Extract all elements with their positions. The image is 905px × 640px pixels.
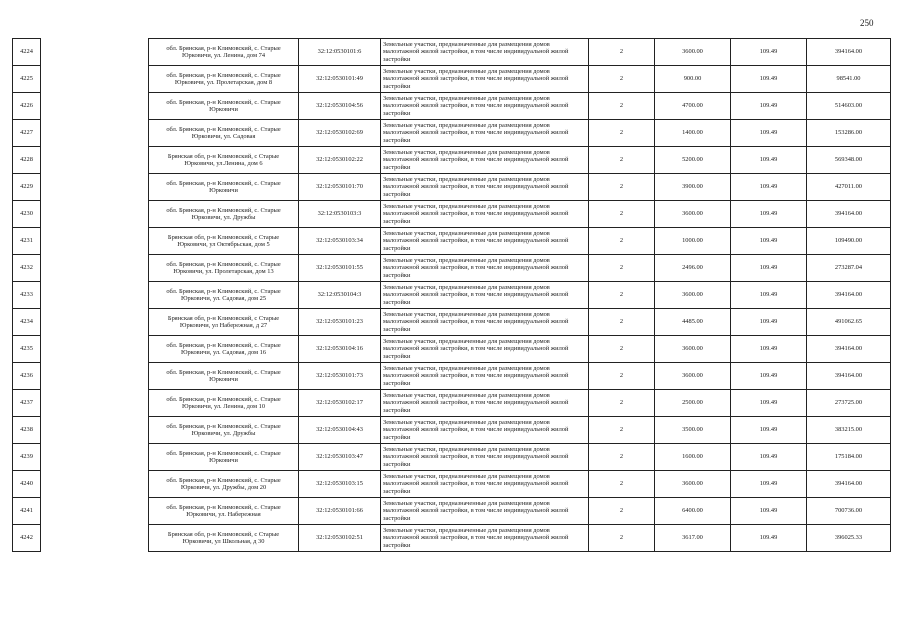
table-row bbox=[13, 471, 891, 498]
row-group: 2 bbox=[589, 282, 655, 309]
row-land-category: Земельные участки, предназначенные для размещения домов малоэтажной жилой застройки, в том числе индивидуальной жилой застройки bbox=[381, 363, 589, 390]
row-cadastral-value: 394164.00 bbox=[807, 39, 891, 66]
table-row bbox=[13, 93, 891, 120]
row-group: 2 bbox=[589, 417, 655, 444]
row-cadastral-value: 273287.04 bbox=[807, 255, 891, 282]
row-address: обл. Брянская, р-н Климовский, с. Старые Юрковичи bbox=[149, 444, 299, 471]
row-address: обл. Брянская, р-н Климовский, с. Старые Юрковичи, ул. Набережная bbox=[149, 498, 299, 525]
row-group: 2 bbox=[589, 336, 655, 363]
row-area: 3600.00 bbox=[655, 282, 731, 309]
table-row bbox=[13, 39, 891, 66]
row-land-category: Земельные участки, предназначенные для размещения домов малоэтажной жилой застройки, в том числе индивидуальной жилой застройки bbox=[381, 471, 589, 498]
row-address: обл. Брянская, р-н Климовский, с. Старые Юрковичи bbox=[149, 174, 299, 201]
row-address: обл. Брянская, р-н Климовский, с. Старые Юрковичи, ул. Ленина, дом 74 bbox=[149, 39, 299, 66]
row-cadastral-number: 32:12:0530102:22 bbox=[299, 147, 381, 174]
row-cadastral-value: 394164.00 bbox=[807, 201, 891, 228]
row-land-category: Земельные участки, предназначенные для размещения домов малоэтажной жилой застройки, в том числе индивидуальной жилой застройки bbox=[381, 174, 589, 201]
row-spacer bbox=[41, 93, 149, 120]
row-group: 2 bbox=[589, 174, 655, 201]
row-area: 1600.00 bbox=[655, 444, 731, 471]
row-land-category: Земельные участки, предназначенные для размещения домов малоэтажной жилой застройки, в том числе индивидуальной жилой застройки bbox=[381, 336, 589, 363]
row-cadastral-value: 491062.65 bbox=[807, 309, 891, 336]
row-group: 2 bbox=[589, 66, 655, 93]
row-group: 2 bbox=[589, 363, 655, 390]
row-spacer bbox=[41, 228, 149, 255]
row-cadastral-number: 32:12:0530101:6 bbox=[299, 39, 381, 66]
row-unit-price: 109.49 bbox=[731, 444, 807, 471]
row-land-category: Земельные участки, предназначенные для размещения домов малоэтажной жилой застройки, в том числе индивидуальной жилой застройки bbox=[381, 525, 589, 552]
row-cadastral-value: 394164.00 bbox=[807, 471, 891, 498]
table-row bbox=[13, 336, 891, 363]
row-area: 900.00 bbox=[655, 66, 731, 93]
row-cadastral-number: 32:12:0530101:49 bbox=[299, 66, 381, 93]
row-address: обл. Брянская, р-н Климовский, с. Старые Юрковичи bbox=[149, 363, 299, 390]
land-plots-table bbox=[12, 38, 891, 552]
row-number: 4230 bbox=[13, 201, 41, 228]
row-land-category: Земельные участки, предназначенные для размещения домов малоэтажной жилой застройки, в том числе индивидуальной жилой застройки bbox=[381, 498, 589, 525]
table-row bbox=[13, 228, 891, 255]
row-spacer bbox=[41, 363, 149, 390]
row-address: обл. Брянская, р-н Климовский, с. Старые Юрковичи, ул. Дружбы bbox=[149, 417, 299, 444]
row-cadastral-number: 32:12:0530102:17 bbox=[299, 390, 381, 417]
row-area: 3600.00 bbox=[655, 336, 731, 363]
row-area: 3500.00 bbox=[655, 417, 731, 444]
row-address: обл. Брянская, р-н Климовский, с. Старые Юрковичи bbox=[149, 93, 299, 120]
row-cadastral-number: 32:12:0530103:15 bbox=[299, 471, 381, 498]
row-unit-price: 109.49 bbox=[731, 363, 807, 390]
row-area: 3617.00 bbox=[655, 525, 731, 552]
table-row bbox=[13, 174, 891, 201]
row-unit-price: 109.49 bbox=[731, 255, 807, 282]
row-land-category: Земельные участки, предназначенные для размещения домов малоэтажной жилой застройки, в том числе индивидуальной жилой застройки bbox=[381, 444, 589, 471]
row-land-category: Земельные участки, предназначенные для размещения домов малоэтажной жилой застройки, в том числе индивидуальной жилой застройки bbox=[381, 39, 589, 66]
row-spacer bbox=[41, 498, 149, 525]
row-spacer bbox=[41, 282, 149, 309]
row-group: 2 bbox=[589, 498, 655, 525]
row-spacer bbox=[41, 336, 149, 363]
row-area: 3600.00 bbox=[655, 201, 731, 228]
table-row bbox=[13, 390, 891, 417]
row-address: обл. Брянская, р-н Климовский, с. Старые Юрковичи, ул. Садовая bbox=[149, 120, 299, 147]
row-land-category: Земельные участки, предназначенные для размещения домов малоэтажной жилой застройки, в том числе индивидуальной жилой застройки bbox=[381, 120, 589, 147]
row-unit-price: 109.49 bbox=[731, 525, 807, 552]
row-cadastral-number: 32:12:0530103:3 bbox=[299, 201, 381, 228]
row-address: обл. Брянская, р-н Климовский, с. Старые Юрковичи, ул. Садовая, дом 16 bbox=[149, 336, 299, 363]
row-spacer bbox=[41, 471, 149, 498]
row-cadastral-number: 32:12:0530101:23 bbox=[299, 309, 381, 336]
row-number: 4232 bbox=[13, 255, 41, 282]
row-address: обл. Брянская, р-н Климовский, с. Старые Юрковичи, ул. Пролетарская, дом 13 bbox=[149, 255, 299, 282]
row-number: 4241 bbox=[13, 498, 41, 525]
row-spacer bbox=[41, 309, 149, 336]
row-cadastral-number: 32:12:0530104:3 bbox=[299, 282, 381, 309]
row-cadastral-number: 32:12:0530101:55 bbox=[299, 255, 381, 282]
row-unit-price: 109.49 bbox=[731, 174, 807, 201]
row-area: 3900.00 bbox=[655, 174, 731, 201]
row-number: 4235 bbox=[13, 336, 41, 363]
row-group: 2 bbox=[589, 39, 655, 66]
table-row bbox=[13, 201, 891, 228]
row-area: 3600.00 bbox=[655, 39, 731, 66]
row-unit-price: 109.49 bbox=[731, 93, 807, 120]
table-row bbox=[13, 444, 891, 471]
row-address: Брянская обл, р-н Климовский, с Старые Юрковичи, ул Школьная, д 30 bbox=[149, 525, 299, 552]
row-cadastral-value: 175184.00 bbox=[807, 444, 891, 471]
row-group: 2 bbox=[589, 201, 655, 228]
row-number: 4227 bbox=[13, 120, 41, 147]
row-area: 2496.00 bbox=[655, 255, 731, 282]
row-cadastral-number: 32:12:0530103:47 bbox=[299, 444, 381, 471]
row-spacer bbox=[41, 525, 149, 552]
row-address: обл. Брянская, р-н Климовский, с. Старые Юрковичи, ул. Ленина, дом 10 bbox=[149, 390, 299, 417]
row-address: обл. Брянская, р-н Климовский, с. Старые Юрковичи, ул. Садовая, дом 25 bbox=[149, 282, 299, 309]
row-area: 5200.00 bbox=[655, 147, 731, 174]
row-spacer bbox=[41, 390, 149, 417]
row-number: 4233 bbox=[13, 282, 41, 309]
row-cadastral-value: 394164.00 bbox=[807, 282, 891, 309]
row-cadastral-value: 394164.00 bbox=[807, 363, 891, 390]
row-spacer bbox=[41, 417, 149, 444]
row-area: 2500.00 bbox=[655, 390, 731, 417]
row-group: 2 bbox=[589, 390, 655, 417]
row-land-category: Земельные участки, предназначенные для размещения домов малоэтажной жилой застройки, в том числе индивидуальной жилой застройки bbox=[381, 93, 589, 120]
row-number: 4234 bbox=[13, 309, 41, 336]
row-spacer bbox=[41, 201, 149, 228]
table-row bbox=[13, 120, 891, 147]
row-spacer bbox=[41, 66, 149, 93]
row-land-category: Земельные участки, предназначенные для размещения домов малоэтажной жилой застройки, в том числе индивидуальной жилой застройки bbox=[381, 417, 589, 444]
table-row bbox=[13, 417, 891, 444]
row-number: 4237 bbox=[13, 390, 41, 417]
row-unit-price: 109.49 bbox=[731, 390, 807, 417]
row-cadastral-value: 396025.33 bbox=[807, 525, 891, 552]
row-cadastral-value: 394164.00 bbox=[807, 336, 891, 363]
row-group: 2 bbox=[589, 147, 655, 174]
row-unit-price: 109.49 bbox=[731, 120, 807, 147]
row-land-category: Земельные участки, предназначенные для размещения домов малоэтажной жилой застройки, в том числе индивидуальной жилой застройки bbox=[381, 66, 589, 93]
row-number: 4239 bbox=[13, 444, 41, 471]
row-number: 4229 bbox=[13, 174, 41, 201]
row-group: 2 bbox=[589, 255, 655, 282]
land-plots-table-container bbox=[12, 38, 890, 552]
row-area: 1000.00 bbox=[655, 228, 731, 255]
row-cadastral-number: 32:12:0530104:56 bbox=[299, 93, 381, 120]
row-cadastral-number: 32:12:0530101:70 bbox=[299, 174, 381, 201]
table-row bbox=[13, 309, 891, 336]
row-spacer bbox=[41, 39, 149, 66]
row-address: обл. Брянская, р-н Климовский, с. Старые Юрковичи, ул. Дружбы, дом 20 bbox=[149, 471, 299, 498]
row-group: 2 bbox=[589, 309, 655, 336]
row-land-category: Земельные участки, предназначенные для размещения домов малоэтажной жилой застройки, в том числе индивидуальной жилой застройки bbox=[381, 390, 589, 417]
row-spacer bbox=[41, 120, 149, 147]
page-number: 250 bbox=[860, 18, 874, 28]
row-land-category: Земельные участки, предназначенные для размещения домов малоэтажной жилой застройки, в том числе индивидуальной жилой застройки bbox=[381, 309, 589, 336]
row-cadastral-number: 32:12:0530104:16 bbox=[299, 336, 381, 363]
row-unit-price: 109.49 bbox=[731, 309, 807, 336]
row-land-category: Земельные участки, предназначенные для размещения домов малоэтажной жилой застройки, в том числе индивидуальной жилой застройки bbox=[381, 255, 589, 282]
row-cadastral-value: 569348.00 bbox=[807, 147, 891, 174]
row-area: 6400.00 bbox=[655, 498, 731, 525]
row-cadastral-value: 98541.00 bbox=[807, 66, 891, 93]
table-row bbox=[13, 66, 891, 93]
row-unit-price: 109.49 bbox=[731, 201, 807, 228]
row-cadastral-value: 153286.00 bbox=[807, 120, 891, 147]
row-group: 2 bbox=[589, 93, 655, 120]
row-cadastral-number: 32:12:0530102:51 bbox=[299, 525, 381, 552]
row-spacer bbox=[41, 147, 149, 174]
row-unit-price: 109.49 bbox=[731, 228, 807, 255]
row-group: 2 bbox=[589, 525, 655, 552]
row-cadastral-number: 32:12:0530101:66 bbox=[299, 498, 381, 525]
row-area: 3600.00 bbox=[655, 471, 731, 498]
row-area: 4485.00 bbox=[655, 309, 731, 336]
row-unit-price: 109.49 bbox=[731, 498, 807, 525]
row-group: 2 bbox=[589, 120, 655, 147]
row-number: 4226 bbox=[13, 93, 41, 120]
row-cadastral-value: 273725.00 bbox=[807, 390, 891, 417]
row-number: 4224 bbox=[13, 39, 41, 66]
row-unit-price: 109.49 bbox=[731, 471, 807, 498]
table-body bbox=[13, 39, 891, 552]
table-row bbox=[13, 147, 891, 174]
row-cadastral-number: 32:12:0530101:73 bbox=[299, 363, 381, 390]
row-number: 4236 bbox=[13, 363, 41, 390]
row-cadastral-value: 700736.00 bbox=[807, 498, 891, 525]
row-unit-price: 109.49 bbox=[731, 417, 807, 444]
row-unit-price: 109.49 bbox=[731, 66, 807, 93]
row-address: обл. Брянская, р-н Климовский, с. Старые Юрковичи, ул. Пролетарская, дом 8 bbox=[149, 66, 299, 93]
table-row bbox=[13, 282, 891, 309]
row-unit-price: 109.49 bbox=[731, 147, 807, 174]
row-group: 2 bbox=[589, 471, 655, 498]
row-number: 4238 bbox=[13, 417, 41, 444]
row-area: 3600.00 bbox=[655, 363, 731, 390]
row-number: 4240 bbox=[13, 471, 41, 498]
row-cadastral-value: 383215.00 bbox=[807, 417, 891, 444]
row-cadastral-value: 514603.00 bbox=[807, 93, 891, 120]
row-spacer bbox=[41, 444, 149, 471]
row-group: 2 bbox=[589, 228, 655, 255]
table-row bbox=[13, 255, 891, 282]
row-address: обл. Брянская, р-н Климовский, с. Старые Юрковичи, ул. Дружбы bbox=[149, 201, 299, 228]
row-unit-price: 109.49 bbox=[731, 336, 807, 363]
row-address: Брянская обл, р-н Климовский, с Старые Юрковичи, ул Октябрьская, дом 5 bbox=[149, 228, 299, 255]
row-unit-price: 109.49 bbox=[731, 282, 807, 309]
row-land-category: Земельные участки, предназначенные для размещения домов малоэтажной жилой застройки, в том числе индивидуальной жилой застройки bbox=[381, 201, 589, 228]
row-cadastral-number: 32:12:0530103:34 bbox=[299, 228, 381, 255]
row-cadastral-value: 109490.00 bbox=[807, 228, 891, 255]
row-number: 4228 bbox=[13, 147, 41, 174]
row-area: 4700.00 bbox=[655, 93, 731, 120]
row-spacer bbox=[41, 174, 149, 201]
row-land-category: Земельные участки, предназначенные для размещения домов малоэтажной жилой застройки, в том числе индивидуальной жилой застройки bbox=[381, 147, 589, 174]
row-cadastral-number: 32:12:0530102:69 bbox=[299, 120, 381, 147]
row-number: 4242 bbox=[13, 525, 41, 552]
table-row bbox=[13, 363, 891, 390]
row-address: Брянская обл, р-н Климовский, с Старые Юрковичи, ул.Ленина, дом 6 bbox=[149, 147, 299, 174]
row-cadastral-value: 427011.00 bbox=[807, 174, 891, 201]
row-area: 1400.00 bbox=[655, 120, 731, 147]
row-cadastral-number: 32:12:0530104:43 bbox=[299, 417, 381, 444]
table-row bbox=[13, 525, 891, 552]
row-land-category: Земельные участки, предназначенные для размещения домов малоэтажной жилой застройки, в том числе индивидуальной жилой застройки bbox=[381, 228, 589, 255]
row-number: 4225 bbox=[13, 66, 41, 93]
row-address: Брянская обл, р-н Климовский, с Старые Юрковичи, ул Набережная, д 27 bbox=[149, 309, 299, 336]
row-land-category: Земельные участки, предназначенные для размещения домов малоэтажной жилой застройки, в том числе индивидуальной жилой застройки bbox=[381, 282, 589, 309]
table-row bbox=[13, 498, 891, 525]
row-number: 4231 bbox=[13, 228, 41, 255]
row-unit-price: 109.49 bbox=[731, 39, 807, 66]
row-spacer bbox=[41, 255, 149, 282]
row-group: 2 bbox=[589, 444, 655, 471]
